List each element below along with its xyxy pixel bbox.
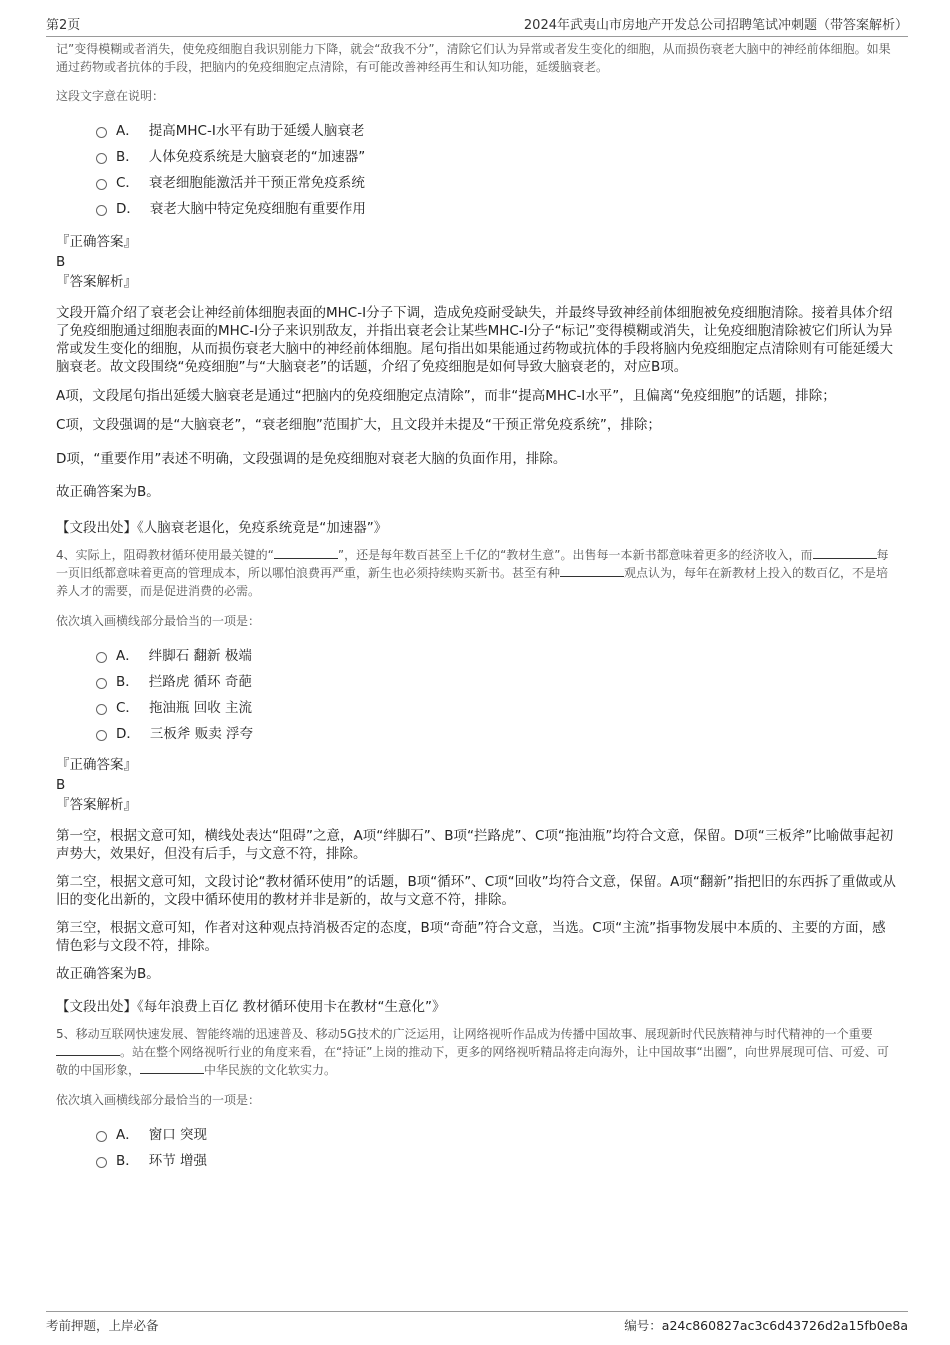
q4-passage: 4、实际上，阻碍教材循环使用最关键的“ ”，还是每年数百甚至上千亿的“教材生意”。出售每一本新书都意味着更多的经济收入，而 每一页旧纸都意味着更高的管理成本，所以哪怕浪费再严重，新生也必须持续购买新书。甚至有种 观点认为，每年在新教材上投入的数百亿，不是培养人才的需要，而是促进消费的必需。 (56, 548, 889, 598)
q4-analysis-2: 第二空，根据文意可知，文段讨论“教材循环使用”的话题，B项“循环”、C项“回收”均符合文意，保留。A项“翻新”指把旧的东西拆了重做或从旧的变化出新的，文段中循环使用的教材并非是新的，故与文意不符，排除。 (56, 874, 896, 908)
q3-options (56, 118, 896, 222)
footer-note: 考前押题，上岸必备 (46, 1318, 159, 1333)
q5-option-a[interactable]: A． 窗口 突现 (96, 1122, 896, 1148)
q4-source: 【文段出处】《每年浪费上百亿 教材循环使用卡在教材“生意化”》 (56, 999, 446, 1015)
q3-option-d[interactable]: D． 衰老大脑中特定免疫细胞有重要作用 (96, 196, 896, 222)
page-number: 第2页 (46, 18, 81, 33)
q3-option-c[interactable]: C． 衰老细胞能激活并干预正常免疫系统 (96, 170, 896, 196)
radio-icon[interactable] (96, 205, 107, 216)
q4-analysis-label: 『答案解析』 (56, 797, 137, 813)
q5-option-b[interactable]: B． 环节 增强 (96, 1148, 896, 1174)
q3-analysis-1: 文段开篇介绍了衰老会让神经前体细胞表面的MHC-I分子下调，造成免疫耐受缺失，并最终导致神经前体细胞被免疫细胞清除。接着具体介绍了免疫细胞通过细胞表面的MHC-I分子来识别敌友，并指出衰老会让某些MHC-I分子“标记”变得模糊或消失，让免疫细胞清除被它们所认为异常或发生变化的细胞，从而损伤衰老大脑中的神经前体细胞。尾句指出如果能通过药物或抗体的手段将脑内免疫细胞定点清除则有可能延缓大脑衰老。故文段围绕“免疫细胞”与“大脑衰老”的话题，介绍了免疫细胞是如何导致大脑衰老的，对应B项。 (56, 305, 893, 375)
q3-answer: B (56, 254, 66, 270)
radio-icon[interactable] (96, 1157, 107, 1168)
fill-blank-4[interactable] (56, 1043, 120, 1056)
q4-answer: B (56, 777, 66, 793)
q4-option-d[interactable]: D． 三板斧 贩卖 浮夸 (96, 721, 896, 747)
q4-analysis-4: 故正确答案为B。 (56, 966, 160, 982)
q4-analysis-1: 第一空，根据文意可知，横线处表达“阻碍”之意，A项“绊脚石”、B项“拦路虎”、C项“拖油瓶”均符合文意，保留。D项“三板斧”比喻做事起初声势大，效果好，但没有后手，与文意不符，排除。 (56, 828, 894, 862)
q3-analysis-3: C项，文段强调的是“大脑衰老”，“衰老细胞”范围扩大，且文段并未提及“干预正常免疫系统”，排除； (56, 417, 661, 433)
radio-icon[interactable] (96, 179, 107, 190)
page-footer (46, 1311, 908, 1336)
document-title: 2024年武夷山市房地产开发总公司招聘笔试冲刺题（带答案解析） (523, 18, 908, 33)
fill-blank-3[interactable] (560, 564, 624, 577)
document-code: 编号：a24c860827ac3c6d43726d2a15fb0e8a (624, 1318, 908, 1333)
q3-option-a[interactable]: A． 提高MHC-I水平有助于延缓人脑衰老 (96, 118, 896, 144)
q5-passage: 5、移动互联网快速发展、智能终端的迅速普及、移动5G技术的广泛运用，让网络视听作品成为传播中国故事、展现新时代民族精神与时代精神的一个重要。站在整个网络视听行业的角度来看，在“持证”上岗的推动下，更多的网络视听精品将走向海外，让中国故事“出圈”，向世界展现可信、可爱、可敬的中国形象， 中华民族的文化软实力。 (56, 1027, 889, 1077)
q3-option-b[interactable]: B． 人体免疫系统是大脑衰老的“加速器” (96, 144, 896, 170)
q5-options (56, 1122, 896, 1174)
q4-option-c[interactable]: C． 拖油瓶 回收 主流 (96, 695, 896, 721)
q4-option-a[interactable]: A． 绊脚石 翻新 极端 (96, 643, 896, 669)
radio-icon[interactable] (96, 153, 107, 164)
q3-analysis-2: A项，文段尾句指出延缓大脑衰老是通过“把脑内的免疫细胞定点清除”，而非“提高MHC-I水平”，且偏离“免疫细胞”的话题，排除； (56, 388, 836, 404)
q3-analysis-label: 『答案解析』 (56, 274, 137, 290)
q4-option-b[interactable]: B． 拦路虎 循环 奇葩 (96, 669, 896, 695)
q4-analysis-3: 第三空，根据文意可知，作者对这种观点持消极否定的态度，B项“奇葩”符合文意，当选。C项“主流”指事物发展中本质的、主要的方面，感情色彩与文段不符，排除。 (56, 920, 886, 954)
q5-ask: 依次填入画横线部分最恰当的一项是： (56, 1093, 261, 1107)
page-header (46, 14, 908, 37)
fill-blank-2[interactable] (813, 546, 877, 559)
q4-options (56, 643, 896, 747)
radio-icon[interactable] (96, 678, 107, 689)
radio-icon[interactable] (96, 127, 107, 138)
q3-passage: 记”变得模糊或者消失，使免疫细胞自我识别能力下降，就会“敌我不分”，清除它们认为异常或者发生变化的细胞，从而损伤衰老大脑中的神经前体细胞。如果通过药物或者抗体的手段，把脑内的免疫细胞定点清除，有可能改善神经再生和认知功能，延缓脑衰老。 (56, 42, 891, 74)
fill-blank-1[interactable] (274, 546, 338, 559)
radio-icon[interactable] (96, 704, 107, 715)
radio-icon[interactable] (96, 1131, 107, 1142)
radio-icon[interactable] (96, 652, 107, 663)
q3-ask: 这段文字意在说明： (56, 89, 165, 103)
page-content (56, 40, 896, 1174)
q3-analysis-4: D项，“重要作用”表述不明确，文段强调的是免疫细胞对衰老大脑的负面作用，排除。 (56, 451, 567, 467)
q4-ask: 依次填入画横线部分最恰当的一项是： (56, 614, 261, 628)
q3-analysis-5: 故正确答案为B。 (56, 484, 160, 500)
radio-icon[interactable] (96, 730, 107, 741)
q3-answer-label: 『正确答案』 (56, 234, 137, 250)
q3-source: 【文段出处】《人脑衰老退化，免疫系统竟是“加速器”》 (56, 520, 388, 536)
fill-blank-5[interactable] (140, 1061, 204, 1074)
q4-answer-label: 『正确答案』 (56, 757, 137, 773)
